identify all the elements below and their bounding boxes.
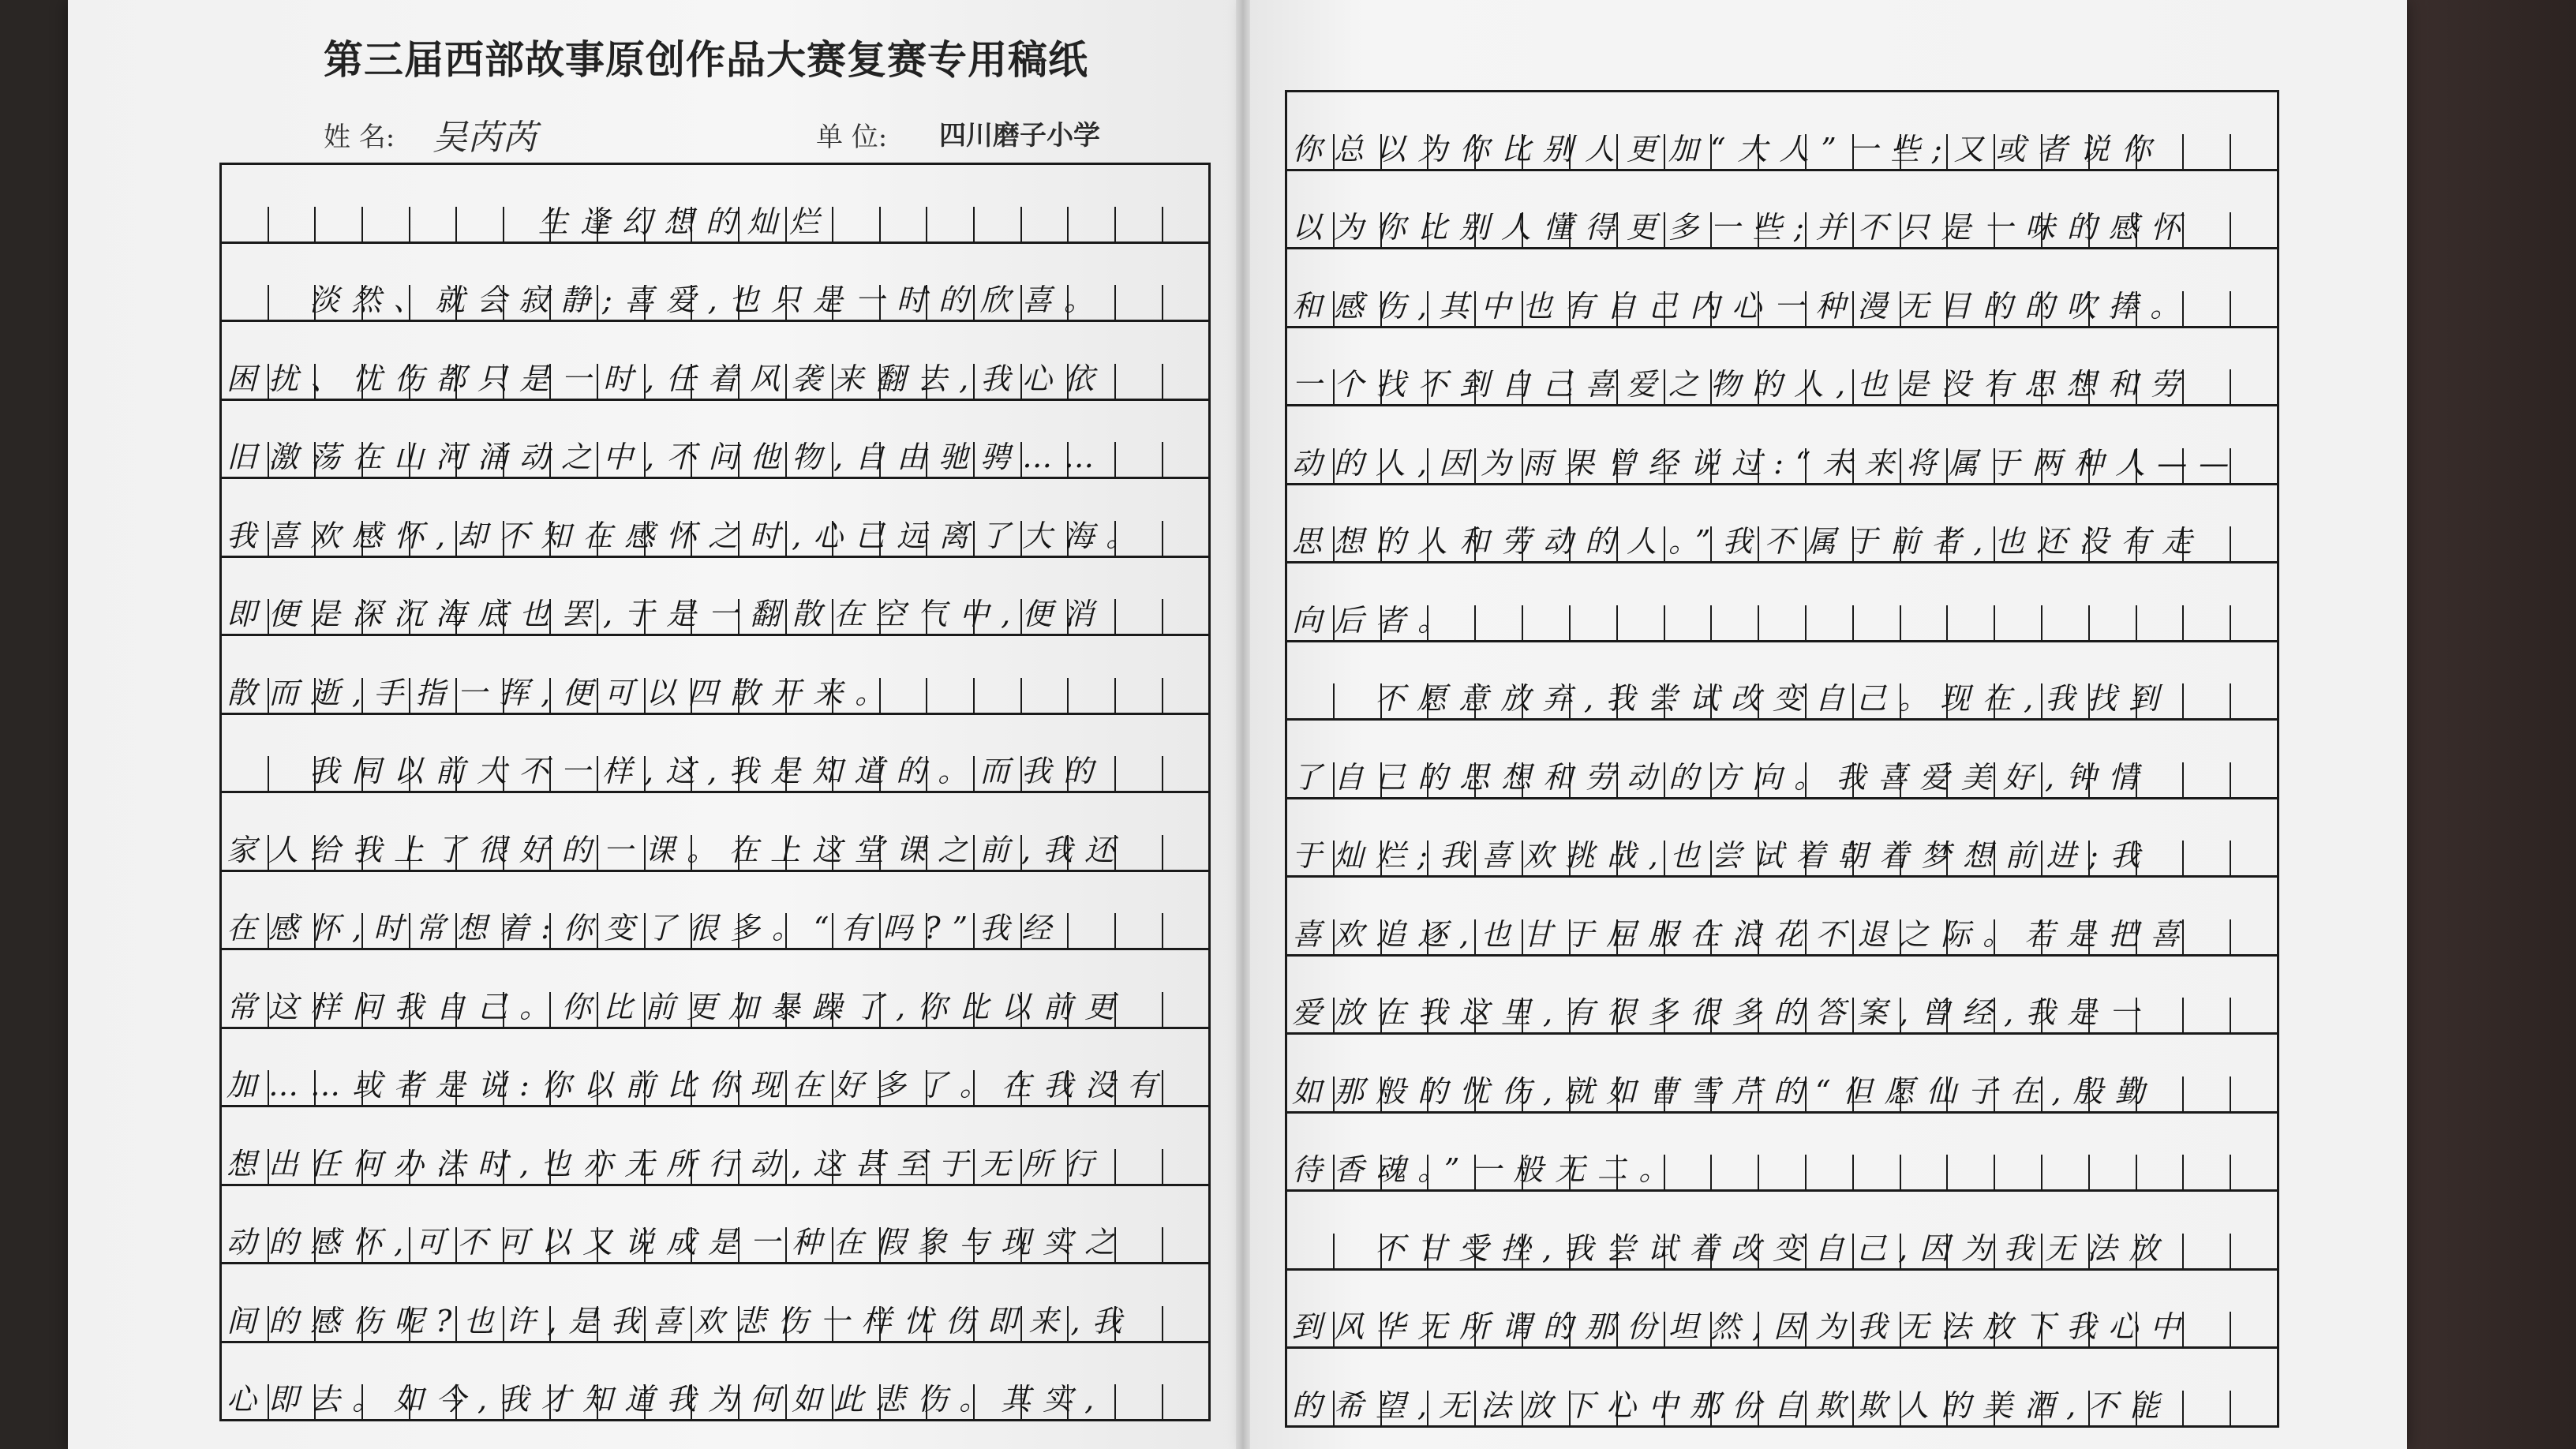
manuscript-row — [1287, 171, 2277, 250]
manuscript-row — [1287, 721, 2277, 799]
handwritten-line: 动的感怀,可不可以又说成是一种在假象与现实之 — [227, 1225, 1127, 1260]
school-name: 四川磨子小学 — [939, 120, 1100, 152]
handwritten-line: 到风华无所谓的那份坦然,因为我无法放下我心中 — [1292, 1309, 2192, 1344]
manuscript-row — [1287, 485, 2277, 564]
handwritten-line: 以为你比别人懂得更多一些;并不只是一味的感怀 — [1292, 210, 2192, 245]
handwritten-line: 我同以前大不一样,这,我是知道的。而我的 — [309, 754, 1106, 788]
right-writing-grid — [1285, 90, 2279, 1428]
handwritten-line: 待香魂。”一般无二。 — [1292, 1152, 1681, 1187]
manuscript-row — [1287, 799, 2277, 878]
handwritten-line: 思想的人和劳动的人。”我不属于前者,也还没有走 — [1292, 524, 2204, 559]
manuscript-row — [222, 322, 1208, 401]
notebook-spine — [1236, 0, 1250, 1449]
handwritten-line: 爱放在我这里,有很多很多的答案,曾经,我是一 — [1292, 995, 2151, 1030]
handwritten-line: 我喜欢感怀,却不知在感怀之时,心已远离了大海。 — [227, 518, 1148, 553]
manuscript-row — [222, 715, 1208, 794]
handwritten-line: 心即去。如今,我才知道我为何如此悲伤。其实, — [227, 1382, 1106, 1417]
desk-background — [2407, 0, 2576, 1449]
handwritten-line: 不愿意放弃,我尝试改变自己。现在,我找到 — [1375, 681, 2171, 716]
manuscript-row — [222, 1343, 1208, 1422]
manuscript-row — [1287, 249, 2277, 328]
manuscript-row — [222, 1107, 1208, 1186]
paper-title: 第三届西部故事原创作品大赛复赛专用稿纸 — [324, 36, 1088, 83]
manuscript-row — [1287, 564, 2277, 642]
handwritten-line: 一个找不到自己喜爱之物的人,也是没有思想和劳 — [1292, 367, 2192, 402]
handwritten-line: 如那般的忧伤,就如曹雪芹的“但愿仙子在,殷勤 — [1292, 1073, 2157, 1109]
handwritten-line: 旧激荡在山河涌动之中,不问他物,自由驰骋…… — [227, 440, 1106, 474]
manuscript-row — [1287, 1349, 2277, 1428]
handwritten-line: 和感伤,其中也有自己内心一种漫无目的的吹捧。 — [1292, 288, 2192, 324]
manuscript-row — [1287, 92, 2277, 171]
manuscript-row — [222, 950, 1208, 1029]
manuscript-row — [1287, 1035, 2277, 1114]
name-label: 姓 名: — [324, 122, 395, 153]
handwritten-line: 向后者。 — [1292, 602, 1460, 638]
manuscript-row — [222, 165, 1208, 244]
author-name: 吴芮芮 — [432, 118, 537, 158]
handwritten-line: 困扰、忧伤都只是一时,任着风袭来翻去,我心依 — [227, 361, 1106, 396]
handwritten-line: 散而逝,手指一挥,便可以四散开来。 — [227, 675, 897, 710]
handwritten-line: 喜欢追逐,也甘于屈服在浪花不退之际。若是把喜 — [1292, 916, 2192, 952]
handwritten-line: 加……或者是说:你以前比你现在好多了。在我没有 — [227, 1068, 1169, 1103]
handwritten-line: 的希望,无法放下心中那份自欺欺人的美酒,不能 — [1292, 1387, 2172, 1423]
manuscript-row — [222, 401, 1208, 480]
manuscript-row — [222, 558, 1208, 637]
manuscript-row — [222, 1264, 1208, 1343]
manuscript-row — [222, 793, 1208, 872]
handwritten-line: 间的感伤呢?也许,是我喜欢悲伤一样忧伤即来,我 — [227, 1303, 1134, 1339]
handwritten-line: 你总以为你比别人更加“大人”一些;又或者说你 — [1292, 131, 2163, 167]
manuscript-row — [222, 1029, 1208, 1108]
manuscript-row — [1287, 1114, 2277, 1193]
handwritten-line: 即便是深沉海底也罢,于是一翻散在空气中,便消 — [227, 597, 1106, 631]
handwritten-line: 不甘受挫,我尝试着改变自己,因为我无法放 — [1375, 1230, 2171, 1266]
handwritten-line: 在感怀,时常想着:你变了很多。“有吗?”我经 — [227, 911, 1064, 945]
manuscript-row — [222, 244, 1208, 323]
manuscript-row — [1287, 328, 2277, 407]
manuscript-row — [1287, 642, 2277, 721]
manuscript-row — [1287, 957, 2277, 1035]
manuscript-row — [1287, 1271, 2277, 1350]
unit-label: 单 位: — [816, 122, 888, 153]
handwritten-line: 家人给我上了很好的一课。在上这堂课之前,我还 — [227, 832, 1127, 867]
handwritten-line: 生逢幻想的灿烂 — [538, 204, 832, 239]
handwritten-line: 于灿烂;我喜欢挑战,也尝试着朝着梦想前进;我 — [1292, 838, 2152, 873]
handwritten-line: 动的人,因为雨果曾经说过:“未来将属于两种人—— — [1292, 445, 2241, 481]
handwritten-line: 想出任何办法时,也亦无所行动,这甚至于无所行 — [227, 1146, 1106, 1181]
manuscript-row — [1287, 878, 2277, 957]
manuscript-row — [1287, 406, 2277, 485]
handwritten-line: 了自己的思想和劳动的方向。我喜爱美好,钟情 — [1292, 759, 2151, 795]
manuscript-row — [222, 1186, 1208, 1265]
manuscript-row — [1287, 1192, 2277, 1271]
manuscript-row — [222, 636, 1208, 715]
manuscript-row — [222, 872, 1208, 951]
left-writing-grid — [219, 163, 1211, 1421]
handwritten-line: 淡然、就会寂静;喜爱,也只是一时的欣喜。 — [309, 283, 1106, 317]
handwritten-line: 常这样问我自己。你比前更加暴躁了,你比以前更 — [227, 989, 1127, 1024]
manuscript-row — [222, 479, 1208, 558]
